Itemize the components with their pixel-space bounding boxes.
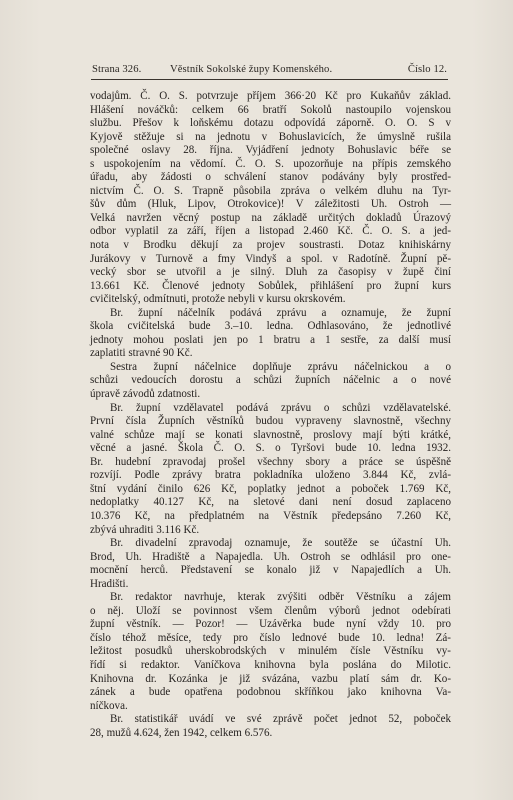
text-line: níčkova. <box>90 699 128 712</box>
text-line: odbor vyplatil za září, říjen a listopad 2.460 Kč. Č. O. S. a jed- <box>90 225 451 238</box>
text-line: První čísla Župních věstníků budou vypraveny slavnostně, všechny <box>90 415 451 428</box>
text-line: Br. hudební zpravodaj prošel všechny sbory a práce se úspěšně <box>90 455 451 468</box>
text-line: jednoty mohou poslati jen po 1 bratru a 1 sestře, za další musí <box>90 333 451 346</box>
text-line: Hradišti. <box>90 577 129 590</box>
paragraph <box>90 307 451 361</box>
text-line: řídí si redaktor. Vaníčkova knihovna byla poslána do Milotic. <box>90 658 451 671</box>
text-line: župní věstník. — Pozor! — Uzávěrka bude nyní vždy 10. pro <box>90 618 451 631</box>
text-line: zbývá uhraditi 3.116 Kč. <box>90 523 200 536</box>
text-line: věcné a jasné. Škola Č. O. S. o Tyršovi bude 10. ledna 1932. <box>90 442 451 455</box>
text-line: štní vydání činilo 626 Kč, poplatky jednot a poboček 1.769 Kč, <box>90 482 451 495</box>
text-line: mocnění herců. Představení se konalo již v Napajedlích a Uh. <box>90 564 451 577</box>
text-line: vecký sbor se utvořil a je silný. Dluh za časopisy v župě činí <box>90 266 451 279</box>
text-line: o něj. Uloží se povinnost všem členům výborů jednot odebírati <box>90 604 451 617</box>
text-line: Br. divadelní zpravodaj oznamuje, že soutěže se účastní Uh. <box>110 537 451 550</box>
text-line: Br. statistikář uvádí ve své zprávě počet jednot 52, poboček <box>110 713 451 726</box>
paragraph <box>90 713 451 740</box>
text-line: nedoplatky 40.127 Kč, na sletové dani není dosud zaplaceno <box>90 496 451 509</box>
text-line: číslo téhož měsíce, tedy pro číslo lednové bude 10. ledna! Zá- <box>90 631 451 644</box>
issue-number: Číslo 12. <box>407 64 447 75</box>
text-line: Br. župní vzdělavatel podává zprávu o schůzi vzdělavatelské. <box>110 401 451 414</box>
body-text <box>90 90 451 740</box>
text-line: Sestra župní náčelnice doplňuje zprávu náčelnickou a o <box>110 360 451 373</box>
text-line: Knihovna dr. Kozánka je již svázána, vazbu platí sám dr. Ko- <box>90 672 451 685</box>
paragraph <box>90 591 451 713</box>
text-line: službu. Přešov k loňskému dotazu odpovídá záporně. O. O. S v <box>90 117 451 130</box>
text-line: zánek a bude opatřena podobnou skříňkou jako knihovna Va- <box>90 686 451 699</box>
text-line: rozvíjí. Podle zprávy bratra pokladníka uloženo 3.844 Kč, zvlá- <box>90 469 451 482</box>
text-line: Br. redaktor navrhuje, kterak zvýšiti odběr Věstníku a zájem <box>110 591 451 604</box>
paragraph <box>90 537 451 591</box>
text-line: škola cvičitelská bude 3.–10. ledna. Odhlasováno, že jednotlivé <box>90 320 451 333</box>
text-line: schůzi vedoucích dorostu a schůzi župních náčelnic a o nové <box>90 374 451 387</box>
text-line: Velká navržen věcný postup na základě určitých dokladů Úrazový <box>90 211 451 224</box>
text-line: společné oslavy 28. října. Vyjádření jednoty Bohuslavic béře se <box>90 144 451 157</box>
text-line: nota v Brodku děkují za projev soustrasti. Dotaz knihiskárny <box>90 239 451 252</box>
text-line: valné schůze mají se konati slavnostně, proslovy mají býti krátké, <box>90 428 451 441</box>
text-line: cvičitelský, odmítnuti, protože nebyli v kursu okrskovém. <box>90 293 346 306</box>
text-line: ležitost posudků uherskobrodských v minulém čísle Věstníku vy- <box>90 645 451 658</box>
text-line: šův dům (Hluk, Lipov, Otrokovice)! V záležitosti Uh. Ostroh — <box>90 198 451 211</box>
text-line: 28, mužů 4.624, žen 1942, celkem 6.576. <box>90 726 273 739</box>
text-line: vodajům. Č. O. S. potvrzuje příjem 366·20 Kč pro Kukaňův základ. <box>90 90 451 102</box>
paragraph <box>90 402 451 537</box>
text-line: Jurákovy v Turnově a fmy Vindyš a spol. v Radotíně. Župní pě- <box>90 252 451 265</box>
paragraph <box>90 361 451 402</box>
text-line: úpravě závodů zdatnosti. <box>90 388 201 401</box>
text-line: s uspokojením na vědomí. Č. O. S. upozorňuje na přípis zemského <box>90 157 451 170</box>
text-line: nictvím Č. O. S. Trapně působila zpráva o velkém dluhu na Tyr- <box>90 184 451 197</box>
running-head <box>92 64 447 78</box>
page-number: Strana 326. <box>92 64 142 75</box>
text-line: Brod, Uh. Hradiště a Napajedla. Uh. Ostroh se odhlásil pro one- <box>90 550 451 563</box>
text-line: 10.376 Kč, na předplatném na Věstník předepsáno 7.260 Kč, <box>90 509 451 522</box>
text-line: Br. župní náčelník podává zprávu a oznamuje, že župní <box>110 306 451 319</box>
paragraph <box>90 90 451 307</box>
text-line: zaplatiti stravné 90 Kč. <box>90 347 193 360</box>
text-line: úřadu, aby žádosti o schválení stanov podávány byly prostřed- <box>90 171 451 184</box>
text-line: Kyjově stěžuje si na jednotu v Bohuslavicích, že úmyslně rušila <box>90 130 451 143</box>
journal-title: Věstník Sokolské župy Komenského. <box>170 64 333 75</box>
text-line: Hlášení nováčků: celkem 66 bratří Sokolů nastoupilo vojenskou <box>90 103 451 116</box>
header-rule <box>91 79 448 80</box>
text-line: 13.661 Kč. Členové jednoty Sobůlek, přihlášení pro župní kurs <box>90 279 451 292</box>
